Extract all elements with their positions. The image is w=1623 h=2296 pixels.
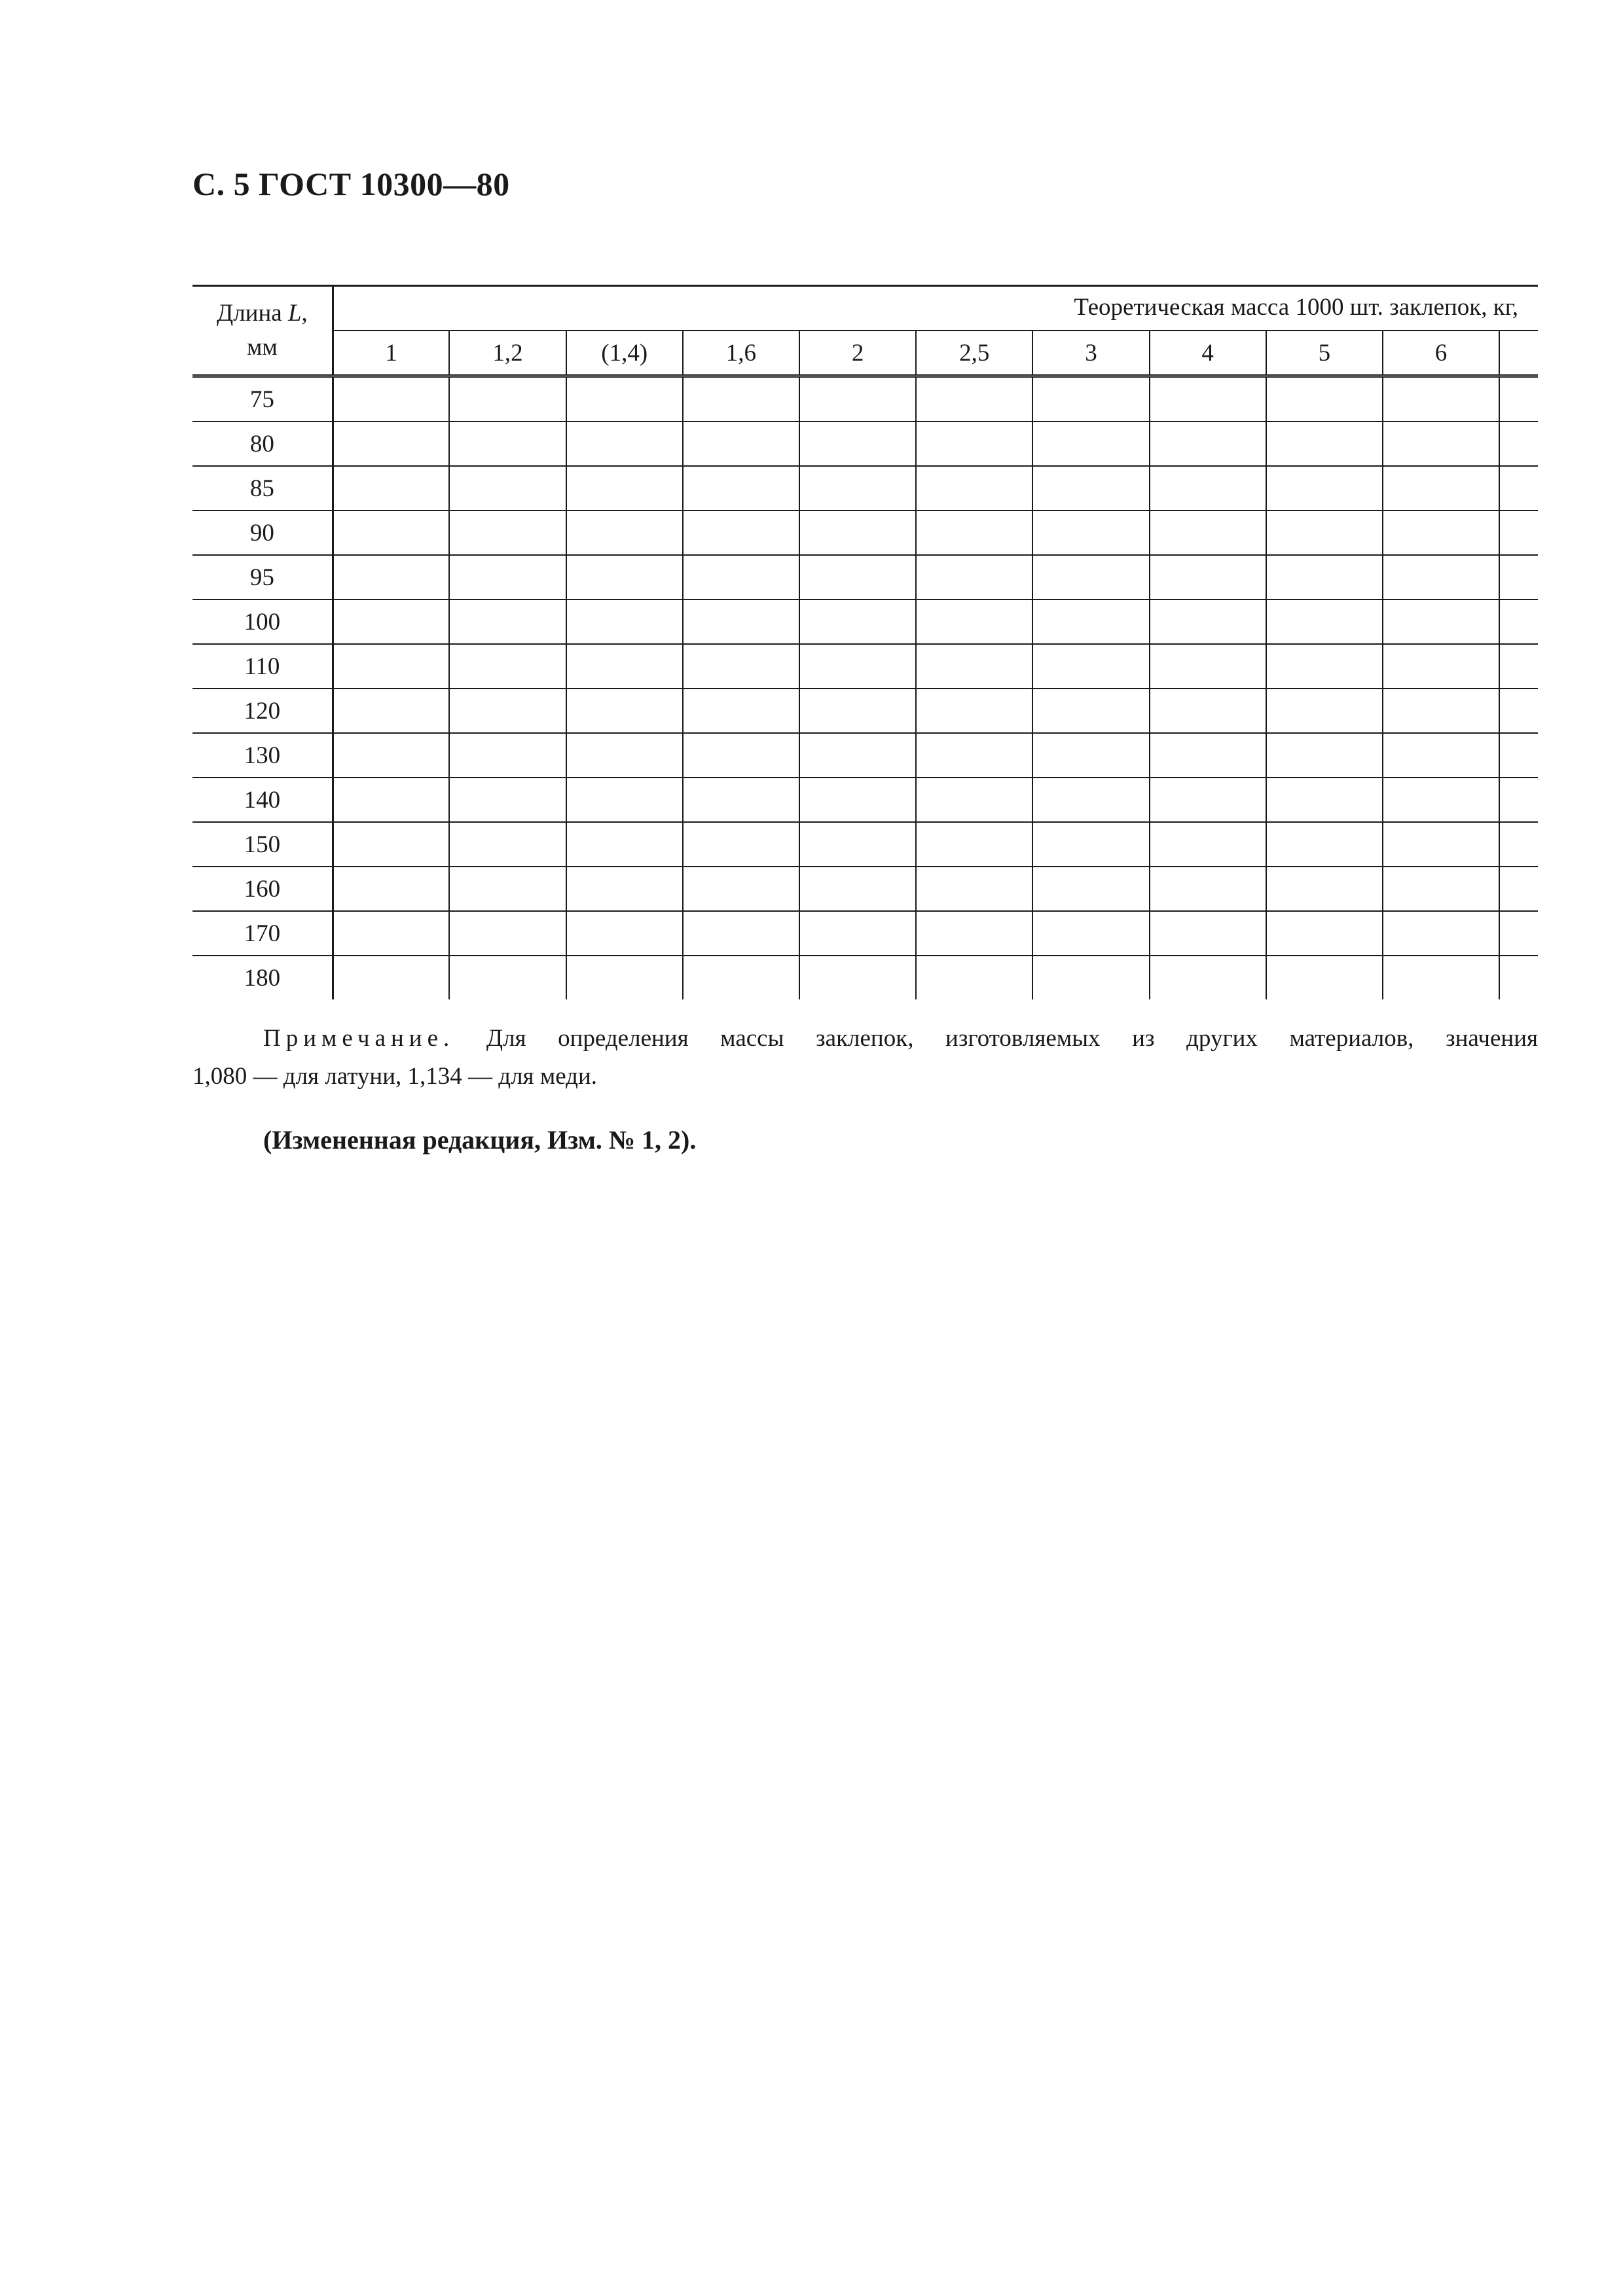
mass-cell [1266, 644, 1383, 689]
mass-cell [1032, 376, 1149, 422]
mass-cell [1266, 376, 1383, 422]
mass-cell [449, 867, 566, 911]
mass-cell [1266, 778, 1383, 822]
mass-cell [333, 555, 449, 600]
length-value: 90 [192, 511, 333, 555]
mass-cell [1032, 689, 1149, 733]
mass-cell [333, 911, 449, 956]
mass-cell-continuation [1499, 867, 1538, 911]
mass-cell [566, 822, 683, 867]
mass-cell [683, 733, 799, 778]
mass-cell [683, 956, 799, 999]
length-value: 100 [192, 600, 333, 644]
mass-cell [1150, 422, 1266, 466]
mass-cell [799, 911, 916, 956]
mass-cell-continuation [1499, 555, 1538, 600]
mass-cell [1032, 511, 1149, 555]
mass-cell [1150, 555, 1266, 600]
length-value: 95 [192, 555, 333, 600]
mass-cell [799, 867, 916, 911]
mass-cell [449, 376, 566, 422]
note-text-line-1: Для определения массы заклепок, изготовляемых из других материалов, значения [486, 1025, 1539, 1052]
column-header: 4 [1150, 331, 1266, 374]
note-label: Примечание. [263, 1025, 455, 1052]
mass-cell [449, 956, 566, 999]
mass-cell [566, 733, 683, 778]
mass-cell [1032, 911, 1149, 956]
column-header-continuation [1499, 331, 1538, 374]
mass-cell [916, 822, 1032, 867]
mass-cell [1032, 956, 1149, 999]
length-column-header [192, 286, 333, 375]
mass-cell [449, 555, 566, 600]
column-header: 2 [799, 331, 916, 374]
mass-cell [1150, 644, 1266, 689]
mass-cell [566, 511, 683, 555]
mass-cell [1150, 822, 1266, 867]
mass-cell [799, 733, 916, 778]
table-row [192, 867, 1538, 911]
mass-cell [566, 466, 683, 511]
mass-cell [1266, 466, 1383, 511]
mass-cell [566, 644, 683, 689]
column-header: 1,2 [449, 331, 566, 374]
column-header: 2,5 [916, 331, 1032, 374]
mass-cell [1032, 422, 1149, 466]
mass-cell [1150, 376, 1266, 422]
mass-cell [1150, 956, 1266, 999]
mass-cell [566, 600, 683, 644]
column-header: 6 [1383, 331, 1499, 374]
mass-cell [566, 555, 683, 600]
mass-cell [683, 867, 799, 911]
mass-cell [449, 689, 566, 733]
mass-cell [916, 733, 1032, 778]
mass-cell [1032, 778, 1149, 822]
mass-cell [1383, 376, 1499, 422]
mass-cell [1266, 600, 1383, 644]
mass-cell-continuation [1499, 689, 1538, 733]
table-row [192, 822, 1538, 867]
mass-cell [449, 778, 566, 822]
mass-cell [799, 956, 916, 999]
mass-cell [683, 600, 799, 644]
mass-cell [1383, 600, 1499, 644]
amendment-note: (Измененная редакция, Изм. № 1, 2). [263, 1125, 697, 1155]
mass-cell [799, 466, 916, 511]
mass-cell [1032, 644, 1149, 689]
table-row [192, 511, 1538, 555]
mass-cell [1032, 867, 1149, 911]
mass-cell [333, 644, 449, 689]
mass-cell [333, 822, 449, 867]
length-value: 110 [192, 644, 333, 689]
mass-cell [566, 867, 683, 911]
mass-cell [566, 911, 683, 956]
mass-cell [449, 644, 566, 689]
table-row [192, 689, 1538, 733]
mass-cell [566, 376, 683, 422]
length-value: 170 [192, 911, 333, 956]
mass-cell [1383, 778, 1499, 822]
table-row [192, 644, 1538, 689]
mass-cell [1032, 822, 1149, 867]
mass-span-header-text: Теоретическая масса 1000 шт. заклепок, кг, [1074, 294, 1518, 321]
mass-cell [1032, 555, 1149, 600]
mass-cell [683, 644, 799, 689]
mass-cell [683, 689, 799, 733]
mass-cell-continuation [1499, 822, 1538, 867]
mass-cell [333, 867, 449, 911]
mass-cell [1266, 511, 1383, 555]
mass-cell [1266, 422, 1383, 466]
mass-cell [799, 555, 916, 600]
mass-cell [683, 911, 799, 956]
mass-cell [1383, 822, 1499, 867]
mass-cell [449, 422, 566, 466]
mass-cell [1032, 466, 1149, 511]
mass-cell [916, 867, 1032, 911]
length-value: 85 [192, 466, 333, 511]
mass-cell [916, 511, 1032, 555]
mass-cell [1383, 644, 1499, 689]
mass-cell [683, 376, 799, 422]
mass-cell-continuation [1499, 600, 1538, 644]
note-line-1 [192, 1020, 1538, 1058]
mass-cell [566, 689, 683, 733]
mass-cell [1383, 733, 1499, 778]
mass-cell [683, 466, 799, 511]
mass-cell [916, 422, 1032, 466]
mass-cell-continuation [1499, 911, 1538, 956]
mass-cell [916, 911, 1032, 956]
mass-cell [1383, 422, 1499, 466]
length-header-comma: , [301, 300, 308, 327]
mass-cell [333, 466, 449, 511]
table-row [192, 600, 1538, 644]
length-value: 160 [192, 867, 333, 911]
mass-cell [449, 600, 566, 644]
length-header-symbol: L [287, 300, 302, 327]
mass-cell [799, 778, 916, 822]
mass-cell [1150, 733, 1266, 778]
mass-cell-continuation [1499, 376, 1538, 422]
mass-cell [916, 466, 1032, 511]
mass-cell [1150, 778, 1266, 822]
mass-cell [333, 689, 449, 733]
mass-cell [1150, 511, 1266, 555]
mass-cell-continuation [1499, 956, 1538, 999]
mass-cell [1383, 956, 1499, 999]
mass-cell [1266, 822, 1383, 867]
mass-cell [799, 689, 916, 733]
mass-cell [1150, 911, 1266, 956]
length-value: 75 [192, 376, 333, 422]
mass-cell [916, 555, 1032, 600]
mass-cell [1266, 555, 1383, 600]
mass-cell [683, 778, 799, 822]
note-text-line-2: 1,080 — для латуни, 1,134 — для меди. [192, 1063, 598, 1090]
table-row [192, 555, 1538, 600]
note-paragraph [192, 1020, 1538, 1096]
column-header: 1 [333, 331, 449, 374]
table-row [192, 733, 1538, 778]
mass-cell [333, 733, 449, 778]
mass-cell-continuation [1499, 511, 1538, 555]
mass-cell [1266, 733, 1383, 778]
mass-cell [1032, 733, 1149, 778]
mass-cell [566, 956, 683, 999]
mass-cell [449, 511, 566, 555]
table-row [192, 422, 1538, 466]
page-title: С. 5 ГОСТ 10300—80 [192, 166, 510, 202]
mass-cell-continuation [1499, 644, 1538, 689]
mass-cell [1383, 911, 1499, 956]
column-header: 5 [1266, 331, 1383, 374]
mass-cell [1383, 867, 1499, 911]
mass-cell-continuation [1499, 466, 1538, 511]
mass-cell-continuation [1499, 422, 1538, 466]
mass-cell-continuation [1499, 778, 1538, 822]
mass-span-header [333, 286, 1538, 331]
mass-cell [1032, 600, 1149, 644]
mass-cell [1383, 689, 1499, 733]
mass-table [192, 285, 1538, 999]
mass-cell [1150, 867, 1266, 911]
mass-cell [1150, 466, 1266, 511]
mass-cell [916, 376, 1032, 422]
mass-cell [1383, 555, 1499, 600]
mass-cell [1150, 689, 1266, 733]
mass-cell [916, 956, 1032, 999]
length-value: 130 [192, 733, 333, 778]
column-header: 1,6 [683, 331, 799, 374]
mass-cell [566, 422, 683, 466]
length-value: 120 [192, 689, 333, 733]
mass-cell-continuation [1499, 733, 1538, 778]
mass-cell [1266, 689, 1383, 733]
mass-cell [1266, 867, 1383, 911]
mass-cell [449, 911, 566, 956]
mass-cell [1266, 911, 1383, 956]
mass-cell [916, 778, 1032, 822]
mass-cell [1150, 600, 1266, 644]
table-row [192, 956, 1538, 999]
mass-cell [449, 822, 566, 867]
mass-cell [916, 644, 1032, 689]
mass-cell [799, 422, 916, 466]
mass-cell [683, 822, 799, 867]
column-header: 3 [1032, 331, 1149, 374]
mass-cell [1266, 956, 1383, 999]
mass-cell [799, 511, 916, 555]
length-header-unit: мм [246, 334, 278, 361]
mass-cell [799, 600, 916, 644]
mass-cell [449, 733, 566, 778]
length-header-text: Длина [216, 300, 288, 327]
length-value: 150 [192, 822, 333, 867]
length-value: 80 [192, 422, 333, 466]
mass-cell [333, 778, 449, 822]
mass-cell [683, 422, 799, 466]
table-row [192, 911, 1538, 956]
mass-cell [1383, 466, 1499, 511]
length-value: 180 [192, 956, 333, 999]
mass-cell [799, 376, 916, 422]
mass-cell [333, 600, 449, 644]
mass-cell [799, 822, 916, 867]
mass-cell [333, 956, 449, 999]
mass-cell [799, 644, 916, 689]
mass-cell [333, 511, 449, 555]
mass-cell [916, 600, 1032, 644]
table-row [192, 466, 1538, 511]
mass-cell [1383, 511, 1499, 555]
table-body [192, 376, 1538, 1000]
table-row [192, 376, 1538, 422]
mass-table-container [192, 285, 1538, 999]
mass-cell [683, 511, 799, 555]
mass-cell [333, 422, 449, 466]
mass-cell [683, 555, 799, 600]
mass-cell [916, 689, 1032, 733]
mass-cell [566, 778, 683, 822]
length-value: 140 [192, 778, 333, 822]
column-header: (1,4) [566, 331, 683, 374]
mass-cell [449, 466, 566, 511]
mass-cell [333, 376, 449, 422]
table-row [192, 778, 1538, 822]
